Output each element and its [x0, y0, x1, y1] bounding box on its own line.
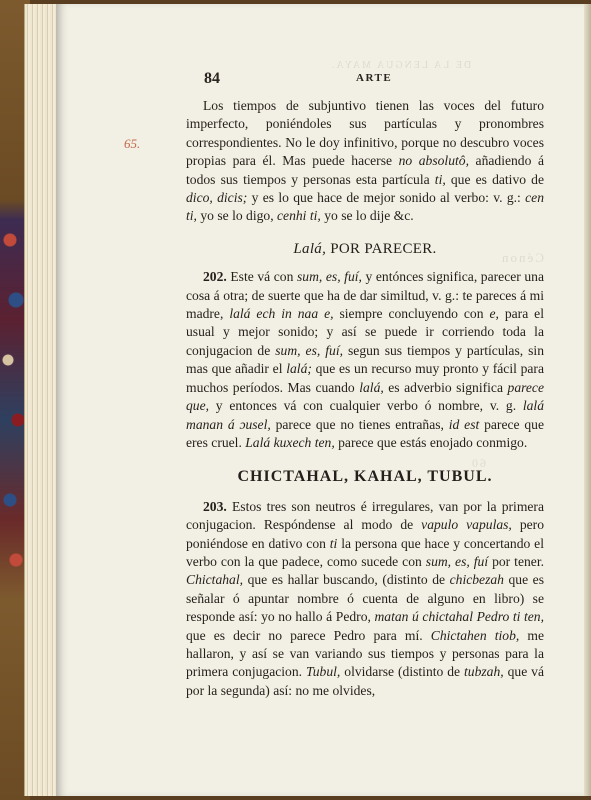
heading-italic: Lalá,: [293, 240, 327, 257]
italic-term: sum, es, fuí,: [275, 342, 344, 358]
page-body: [186, 97, 544, 700]
bleed-through-number: 60: [470, 456, 486, 470]
running-title: ARTE: [356, 72, 393, 84]
bleed-through-header: DE LA LENGUA MAYA.: [330, 60, 472, 71]
italic-term: ti,: [434, 171, 446, 187]
italic-term: Chictahen tiob,: [430, 627, 520, 643]
text-run: parece que estás enojado conmigo.: [334, 434, 528, 450]
text-run: que es un recurso muy pronto y fácil para muchos períodos. Mas cuando: [186, 361, 544, 395]
italic-term: lalá manan á ɔusel,: [186, 398, 544, 432]
text-run: la persona que hace y concertando el verbo con la que padece, como sucede con: [186, 535, 544, 569]
italic-term: lalá,: [359, 379, 384, 395]
section-heading-chictahal: CHICTAHAL, KAHAL, TUBUL.: [237, 468, 493, 486]
italic-term: sum, es, fuí: [425, 553, 489, 569]
italic-term: lalá ech in naa e,: [229, 306, 334, 322]
italic-term: lalá;: [286, 361, 312, 377]
italic-term: sum, es, fuí,: [296, 269, 362, 285]
text-run: añadiendo á todos sus tiempos y personas esta partícula: [186, 153, 544, 187]
italic-term: dico, dicis;: [186, 190, 248, 206]
page-right-edge: [584, 4, 591, 796]
text-run: me hallaron, y así se van variando sus tiempos y personas para la primera conjugacion.: [186, 627, 544, 680]
text-run: es adverbio significa: [383, 379, 508, 395]
text-run: siempre concluyendo con: [333, 306, 490, 322]
text-run: para el usual y mejor sonido; y así se puede ir corriendo toda la conjugacion de: [186, 306, 544, 358]
handwritten-margin-note: 65.: [124, 136, 141, 151]
text-run: yo se lo dije &c.: [320, 208, 414, 224]
italic-term: id est: [448, 416, 480, 432]
text-run: parece que no tienes entrañas,: [270, 416, 449, 432]
text-run: parece que eres cruel.: [186, 416, 545, 450]
heading-text: POR PARECER.: [326, 240, 437, 257]
italic-term: no absolutô,: [398, 153, 469, 169]
italic-term: chicbezah: [449, 572, 504, 588]
text-run: que es señalar ó apuntar nombre ó cuenta de alguno en libro) se responde así: yo no hallo á Pedro,: [186, 572, 545, 625]
page-header: [204, 70, 544, 90]
italic-term: Chictahal,: [186, 572, 244, 588]
paragraph-203: [186, 498, 544, 700]
text-run: y entónces significa, parecer una cosa á otra; de suerte que ha de dar similtud, v. g.: te pareces á mi madre,: [186, 269, 544, 322]
text-run: por tener.: [488, 553, 544, 569]
text-run: Estos tres son neutros é irregulares, van por la primera conjugacion. Respóndense al modo de: [186, 498, 544, 533]
text-run: y es lo que hace de mejor sonido al verbo: v. g.:: [247, 190, 526, 206]
italic-term: ti: [329, 535, 338, 551]
italic-term: tubzah,: [464, 664, 504, 680]
paragraph-subjunctive: [186, 97, 544, 226]
text-run: y entonces vá con cualquier verbo ó nombre, v. g.: [209, 398, 523, 414]
text-run: Los tiempos de subjuntivo tienen las voces del futuro imperfecto, poniéndoles sus partículas y pronombres correspondientes. No le doy infinitivo, porque no descubro voces propias para él. Mas puede hacerse: [186, 98, 544, 169]
text-run: que es hallar buscando, (distinto de: [243, 572, 450, 588]
italic-term: cenhi ti,: [277, 208, 321, 224]
italic-term: e,: [489, 306, 499, 322]
paragraph-202: [186, 268, 544, 452]
italic-term: cen ti,: [186, 190, 544, 224]
italic-term: Lalá kuxech ten,: [245, 434, 335, 450]
italic-term: parece que,: [186, 379, 544, 414]
page-number: 84: [204, 70, 220, 87]
text-run: yo se lo digo,: [196, 208, 278, 224]
text-run: pero poniéndose en dativo con: [186, 517, 544, 551]
italic-term: vapulo vapulas,: [421, 517, 512, 533]
italic-term: Tubul,: [305, 664, 341, 680]
italic-term: matan ú chictahal Pedro ti ten,: [374, 609, 544, 625]
text-run: segun sus tiempos y partículas, sin mas que añadir el: [186, 342, 544, 377]
text-run: que es decir no parece Pedro para mí.: [186, 627, 431, 643]
paragraph-number: 202.: [203, 269, 227, 285]
text-run: olvidarse (distinto de: [340, 664, 465, 680]
section-heading-lala: [186, 240, 544, 258]
text-run: Este vá con: [226, 269, 297, 285]
text-run: que es dativo de: [445, 171, 545, 187]
paragraph-number: 203.: [203, 498, 227, 514]
text-run: que vá por la segunda) así: no me olvides,: [186, 664, 544, 698]
bleed-through-word: Cénon: [500, 250, 544, 265]
